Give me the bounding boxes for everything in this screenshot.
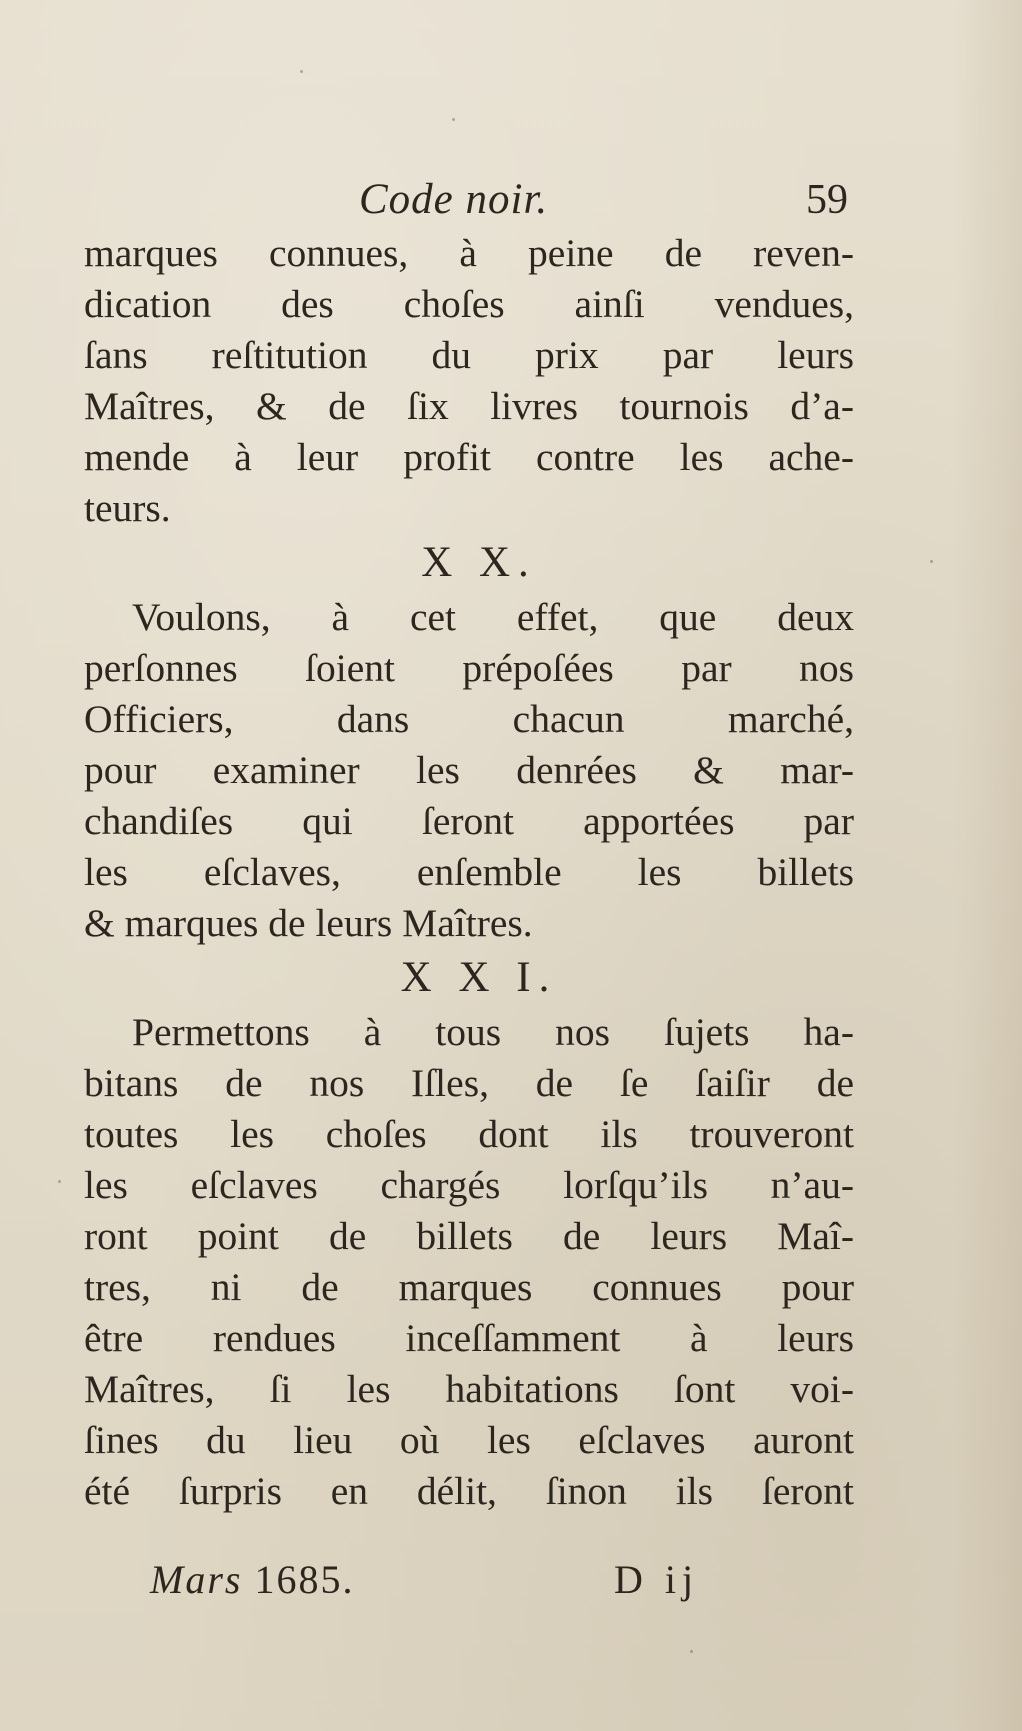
page-edge-shadow xyxy=(952,0,1022,1731)
text-line: bitans de nos Iſles, de ſe ſaiſir de xyxy=(84,1061,854,1105)
text-line: Voulons, à cet effet, que deux xyxy=(132,595,854,639)
footer-date-month: Mars xyxy=(150,1557,243,1602)
text-line: perſonnes ſoient prépoſées par nos xyxy=(84,646,854,690)
page-header xyxy=(84,172,854,228)
paragraph-article-xx xyxy=(84,592,854,949)
text-line: ſines du lieu où les eſclaves auront xyxy=(84,1418,854,1462)
footer-date-year: 1685. xyxy=(254,1557,355,1602)
text-line: ſans reſtitution du prix par leurs xyxy=(84,333,854,377)
text-line: les eſclaves chargés lorſqu’ils n’au- xyxy=(84,1163,854,1207)
text-line: Officiers, dans chacun marché, xyxy=(84,697,854,741)
text-line: été ſurpris en délit, ſinon ils ſeront xyxy=(84,1469,854,1513)
paper-speck xyxy=(930,560,933,563)
running-title: Code noir. xyxy=(359,176,549,223)
text-line: chandiſes qui ſeront apportées par xyxy=(84,799,854,843)
text-line: Permettons à tous nos ſujets ha- xyxy=(132,1010,854,1054)
page-number: 59 xyxy=(806,177,848,223)
paper-speck xyxy=(58,1180,61,1183)
text-line: les eſclaves, enſemble les billets xyxy=(84,850,854,894)
text-line: tres, ni de marques connues pour xyxy=(84,1265,854,1309)
text-line: & marques de leurs Maîtres. xyxy=(84,901,533,945)
page-footer xyxy=(84,1552,854,1608)
text-line: dication des choſes ainſi vendues, xyxy=(84,282,854,326)
text-line: pour examiner les denrées & mar- xyxy=(84,748,854,792)
footer-date xyxy=(150,1552,354,1608)
text-line: toutes les choſes dont ils trouveront xyxy=(84,1112,854,1156)
paragraph-article-xxi xyxy=(84,1007,854,1517)
text-line: marques connues, à peine de reven- xyxy=(84,231,854,275)
paper-speck xyxy=(690,1650,693,1653)
signature-mark: D ij xyxy=(614,1557,700,1602)
text-line: Maîtres, & de ſix livres tournois d’a- xyxy=(84,384,854,428)
article-heading-xx: X X. xyxy=(421,539,537,586)
text-line: être rendues inceſſamment à leurs xyxy=(84,1316,854,1360)
article-heading-xxi: X X I. xyxy=(400,954,558,1001)
text-line: teurs. xyxy=(84,486,171,530)
text-line: mende à leur profit contre les ache- xyxy=(84,435,854,479)
paper-speck xyxy=(300,70,303,73)
text-line: ront point de billets de leurs Maî- xyxy=(84,1214,854,1258)
page-body xyxy=(84,228,854,1517)
text-line: Maîtres, ſi les habitations ſont voi- xyxy=(84,1367,854,1411)
paper-speck xyxy=(452,118,455,121)
paragraph-continuation xyxy=(84,228,854,534)
